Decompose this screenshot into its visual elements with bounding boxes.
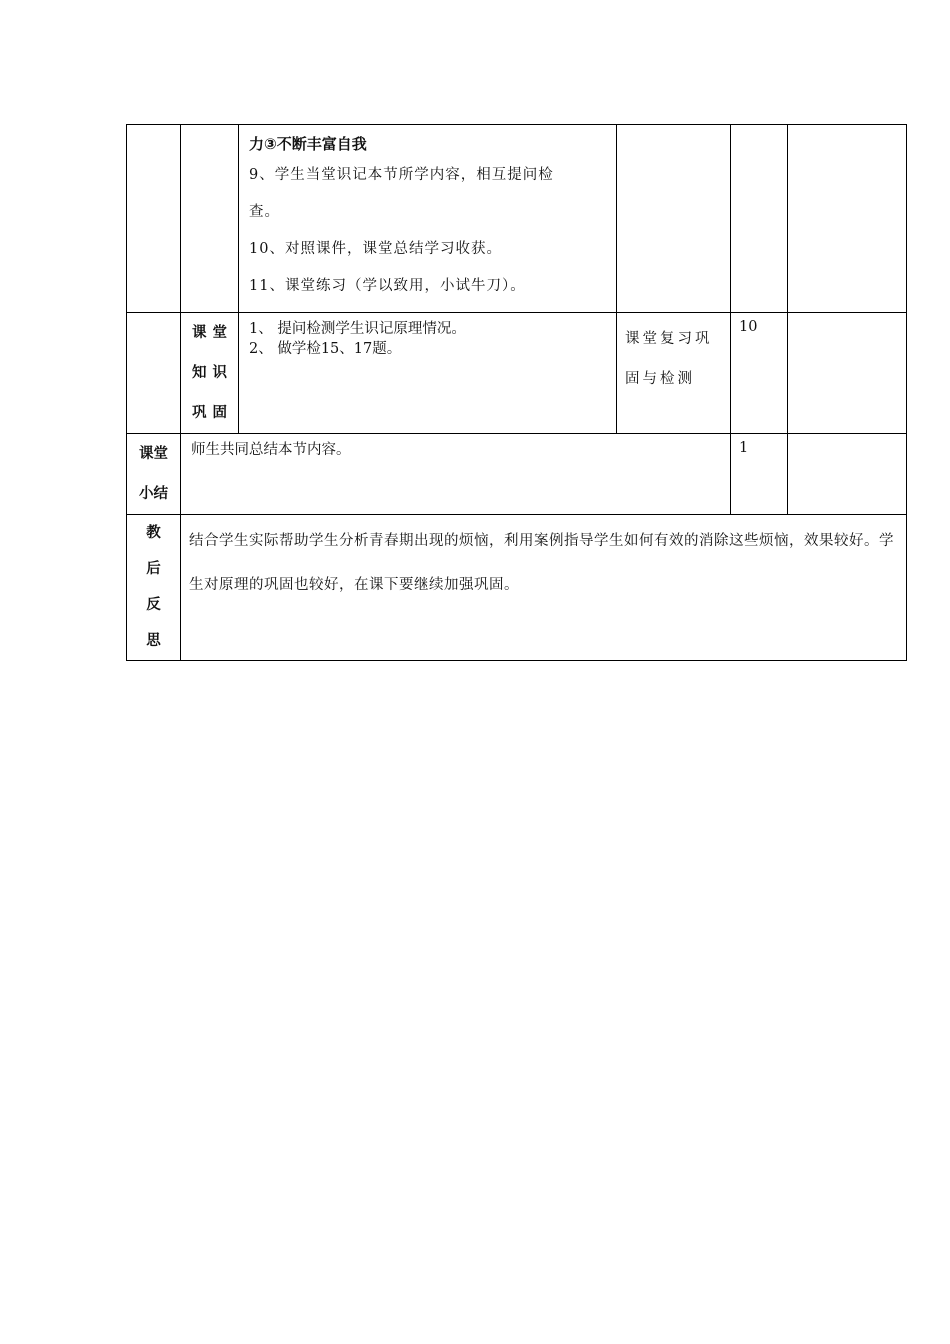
empty-cell bbox=[731, 125, 788, 313]
activity-item-11: 11、课堂练习（学以致用，小试牛刀）。 bbox=[249, 278, 526, 294]
label-line: 巩固 bbox=[192, 405, 233, 421]
label-line: 课堂 bbox=[139, 446, 168, 462]
consolidation-method: 课堂复习巩固与检测 bbox=[625, 331, 713, 387]
empty-cell bbox=[181, 125, 239, 313]
consolidation-time: 10 bbox=[739, 319, 758, 335]
label-line: 思 bbox=[146, 633, 161, 649]
consolidation-item-1: 1、 提问检测学生识记原理情况。 bbox=[249, 321, 466, 337]
empty-cell bbox=[617, 125, 731, 313]
consolidation-items-cell bbox=[239, 313, 617, 434]
empty-cell bbox=[788, 313, 907, 434]
reflection-row bbox=[127, 515, 907, 661]
summary-text-cell bbox=[181, 434, 731, 515]
label-line: 小结 bbox=[139, 486, 168, 502]
empty-cell bbox=[788, 434, 907, 515]
summary-time-cell bbox=[731, 434, 788, 515]
label-line: 课堂 bbox=[192, 325, 233, 341]
label-line: 后 bbox=[146, 561, 161, 577]
activity-item-10: 10、对照课件，课堂总结学习收获。 bbox=[249, 241, 502, 257]
activity-item-9a: 9、学生当堂识记本节所学内容，相互提问检 bbox=[249, 167, 554, 183]
activity-item-9b: 查。 bbox=[249, 204, 280, 220]
summary-label bbox=[127, 434, 181, 515]
activities-cell bbox=[239, 125, 617, 313]
reflection-label bbox=[127, 515, 181, 661]
reflection-text-cell bbox=[181, 515, 907, 661]
empty-cell bbox=[127, 313, 181, 434]
lesson-plan-table bbox=[126, 124, 907, 661]
consolidation-row bbox=[127, 313, 907, 434]
summary-time: 1 bbox=[739, 440, 749, 456]
consolidation-method-cell bbox=[617, 313, 731, 434]
summary-text: 师生共同总结本节内容。 bbox=[191, 442, 351, 458]
summary-row bbox=[127, 434, 907, 515]
empty-cell bbox=[127, 125, 181, 313]
label-line: 知识 bbox=[192, 365, 233, 381]
empty-cell bbox=[788, 125, 907, 313]
activities-heading: 力③不断丰富自我 bbox=[249, 135, 367, 153]
label-line: 反 bbox=[146, 597, 161, 613]
consolidation-item-2: 2、 做学检15、17题。 bbox=[249, 341, 402, 357]
consolidation-label bbox=[181, 313, 239, 434]
reflection-text: 结合学生实际帮助学生分析青春期出现的烦恼，利用案例指导学生如何有效的消除这些烦恼，效果较好。学生对原理的巩固也较好，在课下要继续加强巩固。 bbox=[189, 533, 894, 593]
consolidation-time-cell bbox=[731, 313, 788, 434]
activities-row bbox=[127, 125, 907, 313]
label-line: 教 bbox=[146, 525, 161, 541]
